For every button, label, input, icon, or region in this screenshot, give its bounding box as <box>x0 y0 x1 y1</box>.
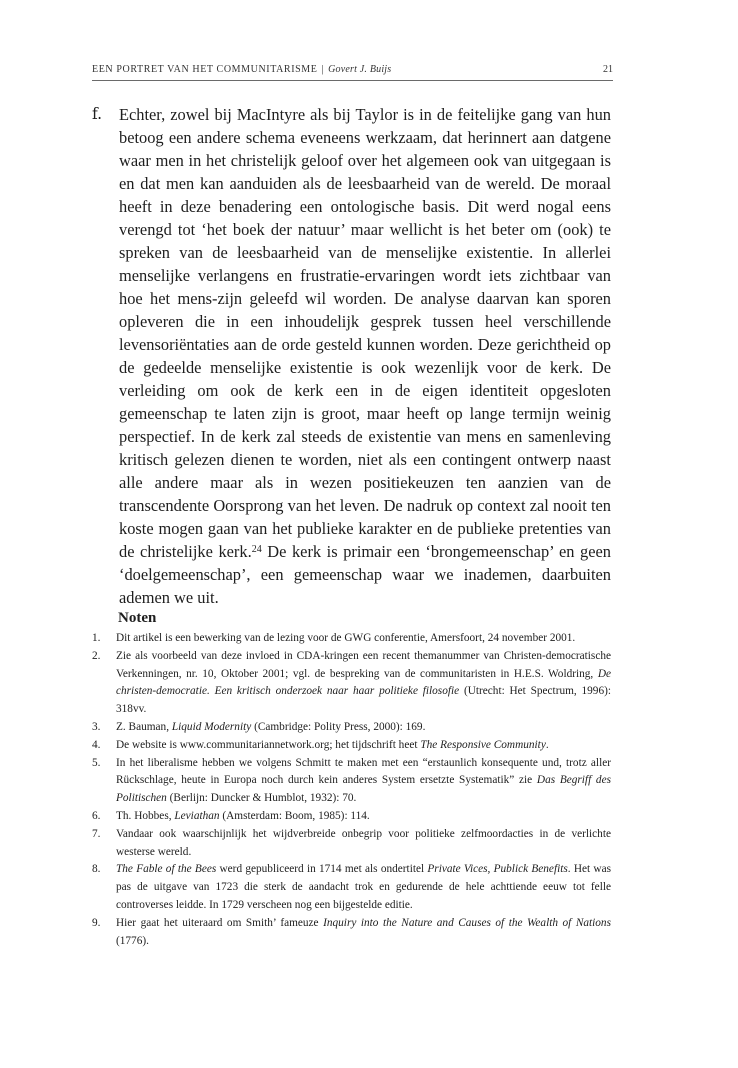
note-text <box>116 915 611 951</box>
note-text-segment: Zie als voorbeeld van deze invloed in CDA-kringen een recent themanummer van Christen-democratische Verkenningen, nr. 10, Oktober 2001; vgl. de bespreking van de communitaristen in H.E.S. Woldring, <box>116 649 611 680</box>
note-number: 1. <box>92 632 101 644</box>
note-number: 4. <box>92 738 101 751</box>
note-item <box>92 719 611 737</box>
note-text <box>116 826 611 862</box>
note-text <box>116 630 611 648</box>
running-head-author: Govert J. Buijs <box>328 64 392 75</box>
note-number: 6. <box>92 809 101 822</box>
body-paragraph <box>119 103 611 609</box>
header-rule <box>92 80 613 81</box>
note-book-title: Leviathan <box>174 809 220 822</box>
note-number: 7. <box>92 827 101 840</box>
note-text <box>116 808 611 826</box>
note-text-segment: . <box>545 738 549 751</box>
note-item <box>92 861 611 914</box>
note-text-segment: (1776). <box>116 934 149 947</box>
note-text-segment: In het liberalisme hebben we volgens Schmitt te maken met een “erstaunlich konsequente und, trotz aller Rückschlage, heute in Europa noch durch kein anderes System ersetzte Systematik” zie <box>116 756 611 787</box>
note-number: 3. <box>92 720 101 733</box>
note-text-segment: Th. Hobbes, <box>116 809 175 822</box>
paragraph-marker: f. <box>92 105 103 123</box>
note-item <box>92 630 611 648</box>
note-number: 8. <box>92 863 101 876</box>
notes-list <box>92 630 611 950</box>
note-journal-title: The Responsive Community <box>420 738 546 751</box>
note-text <box>116 719 611 737</box>
note-book-title: Inquiry into the Nature and Causes of the Wealth of Nations <box>323 916 611 929</box>
running-head <box>92 64 613 75</box>
note-item <box>92 808 611 826</box>
note-text-segment: Hier gaat het uiteraard om Smith’ fameuze <box>116 916 324 929</box>
note-book-title: The Fable of the Bees <box>116 863 217 876</box>
note-text-segment: De website is www.communitariannetwork.org; het tijdschrift heet <box>116 738 421 751</box>
body-text-part1: Echter, zowel bij MacIntyre als bij Taylor is in de feitelijke gang van hun betoog een andere schema eveneens werkzaam, dat herinnert aan datgene waar men in het christelijk geloof over het algemeen ook van uitgegaan is en dat men kan aanduiden als de leesbaarheid van de wereld. De moraal heeft in deze benadering een ontologische basis. Dit werd nogal eens verengd tot ‘het boek der natuur’ maar wellicht is het beter om (ook) te spreken van de leesbaarheid van de menselijke existentie. In allerlei menselijke verlangens en frustratie-ervaringen wordt iets zichtbaar van hoe het mens-zijn geleefd wil worden. De analyse daarvan kan sporen opleveren die in een inhoudelijk gesprek tussen heel verschillende levensoriëntaties aan de orde gesteld kunnen worden. Deze gerichtheid op de gedeelde menselijke existentie is ook wezenlijk voor de kerk. De verleiding om ook de kerk een in de eigen identiteit opgesloten gemeenschap te laten zijn is groot, maar heeft op lange termijn weinig perspectief. In de kerk zal steeds de existentie van mens en samenleving kritisch gelezen dienen te worden, niet als een contingent ontwerp naast alle andere maar als in wezen positiekeuzen ten aanzien van de transcendente Oorsprong van het leven. De nadruk op context zal nooit ten koste mogen gaan van het publieke karakter en de publieke pretenties van de christelijke kerk. <box>119 105 611 561</box>
note-number: 9. <box>92 916 101 929</box>
notes-heading: Noten <box>118 610 157 626</box>
note-text <box>116 648 611 719</box>
note-text <box>116 861 611 914</box>
note-number: 5. <box>92 756 101 769</box>
note-book-title: Liquid Modernity <box>171 720 252 733</box>
note-subtitle: Private Vices, Publick Benefits <box>427 863 568 876</box>
note-text-segment: Z. Bauman, <box>116 720 172 733</box>
note-text-segment: Dit artikel is een bewerking van de lezing voor de GWG conferentie, Amersfoort, 24 november 2001. <box>116 632 576 644</box>
note-text-segment: werd gepubliceerd in 1714 met als ondertitel <box>216 863 428 876</box>
note-item <box>92 755 611 808</box>
note-text-segment: Vandaar ook waarschijnlijk het wijdverbreide onbegrip voor politieke zelfmoordacties in de verlichte westerse wereld. <box>116 827 611 858</box>
note-item <box>92 826 611 862</box>
running-head-separator: | <box>321 64 325 75</box>
note-text-segment: (Cambridge: Polity Press, 2000): 169. <box>251 720 426 733</box>
note-item <box>92 648 611 719</box>
note-book-title: Das Begriff des Politischen <box>116 774 611 805</box>
note-text-segment: . Het was pas de uitgave van 1723 die sterk de aandacht trok en gedurende de hele achttiende eeuw tot felle controverses leidde. In 1729 verscheen nog een bijgestelde editie. <box>116 863 611 911</box>
footnote-reference: 24 <box>251 544 262 555</box>
note-book-title: De christen-democratie. Een kritisch onderzoek naar haar politieke filosofie <box>116 667 611 698</box>
note-number: 2. <box>92 649 101 662</box>
note-item <box>92 737 611 755</box>
note-text-segment: (Berlijn: Duncker & Humblot, 1932): 70. <box>166 792 357 805</box>
note-text-segment: (Amsterdam: Boom, 1985): 114. <box>219 809 370 822</box>
note-text <box>116 737 611 755</box>
note-text <box>116 755 611 808</box>
page-number: 21 <box>603 64 613 75</box>
note-text-segment: (Utrecht: Het Spectrum, 1996): 318vv. <box>116 685 611 716</box>
running-head-title: EEN PORTRET VAN HET COMMUNITARISME <box>92 64 318 75</box>
note-item <box>92 915 611 951</box>
body-text-part2: De kerk is primair een ‘brongemeenschap’ en geen ‘doelgemeenschap’, een gemeenschap waar we inademen, daarbuiten ademen we uit. <box>119 542 611 607</box>
